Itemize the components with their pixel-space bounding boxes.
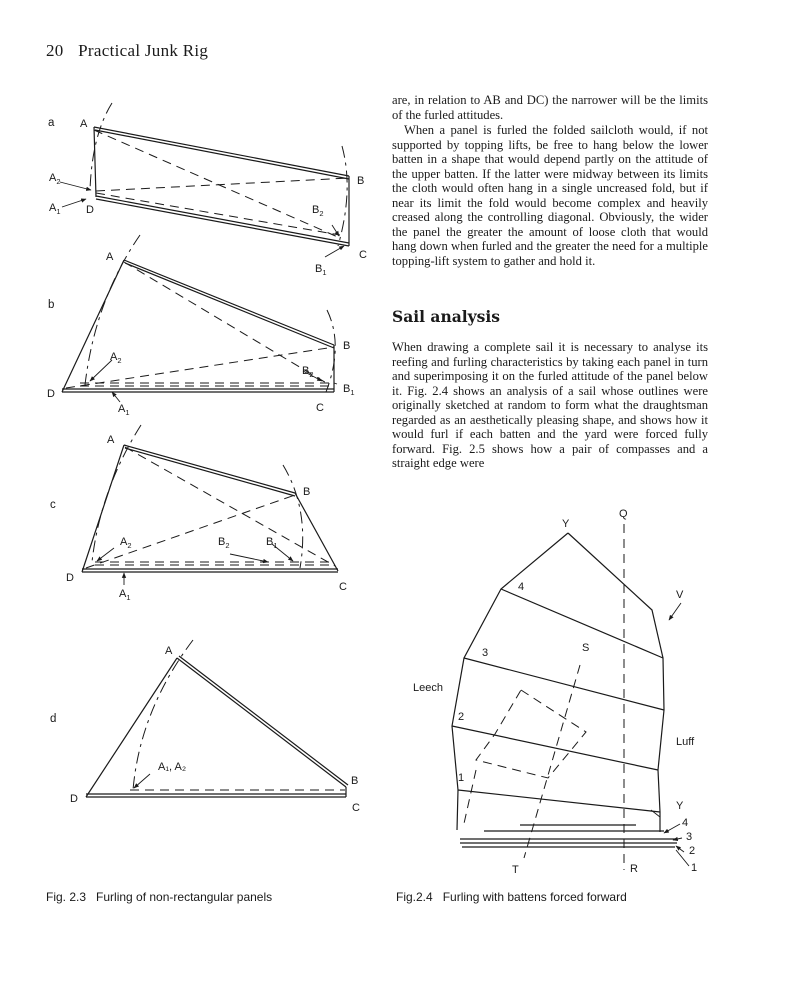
sail-luff-edge [568, 533, 664, 832]
panel-letter-d: d [50, 713, 57, 725]
figure-2-4-caption [396, 890, 627, 904]
label-b2: $B_2$ [302, 365, 314, 379]
paragraph-continued: are, in relation to AB and DC) the narrower will be the limits of the furled attitudes. [392, 93, 708, 122]
label-b1: $B_1$ [266, 536, 278, 550]
label-a1: $A_1$ [119, 588, 131, 602]
label-a1-a2: A₁, A₂ [158, 761, 187, 773]
label-a2: $A_2$ [120, 536, 132, 550]
label-b: B [343, 340, 351, 352]
label-d: D [47, 388, 55, 400]
caption-text: Furling of non-rectangular panels [96, 890, 273, 904]
label-v: V [676, 589, 684, 601]
label-s: S [582, 642, 590, 654]
panel-letter-a: a [48, 117, 55, 129]
furled-panel-construction [476, 690, 586, 778]
label-y-top: Y [562, 518, 570, 530]
batten-number-4: 4 [518, 581, 525, 593]
label-b: B [357, 175, 365, 187]
label-leech: Leech [413, 682, 443, 694]
section-heading: Sail analysis [392, 307, 501, 326]
label-d: D [70, 793, 78, 805]
label-b: B [351, 775, 359, 787]
label-t: T [512, 864, 519, 876]
label-q: Q [619, 508, 628, 520]
furled-number-2: 2 [689, 845, 696, 857]
line-st [524, 665, 580, 858]
page-number: 20 [46, 41, 64, 60]
batten-number-3: 3 [482, 647, 489, 659]
batten-1 [458, 790, 660, 812]
label-b1: $B_1$ [315, 263, 327, 277]
caption-number: Fig. 2.3 [46, 890, 87, 904]
batten-2 [452, 726, 658, 770]
label-a2: $A_2$ [110, 351, 122, 365]
furled-number-3: 3 [686, 831, 693, 843]
label-r: R [630, 863, 638, 875]
label-y-bottom: Y [676, 800, 684, 812]
batten-number-2: 2 [458, 711, 465, 723]
caption-number: Fig.2.4 [396, 890, 433, 904]
panel-letter-b: b [48, 299, 55, 311]
caption-text: Furling with battens forced forward [442, 890, 627, 904]
label-d: D [66, 572, 74, 584]
paragraph-furled-panel: When a panel is furled the folded sailcloth would, if not supported by topping lifts, be free to hang below the lower batten in a shape that would depend partly on the attitude of the upper batten. If the latter were midway between its limits the cloth would often hang in a single uncreased fold, but if near its limit the fold would become complex and heavily creased along the controlling diagonal. Obviously, the wider the panel the greater the amount of loose cloth that would hang down when furled and the greater the need for a multiple topping-lift system to gather and hold it. [392, 123, 708, 268]
label-luff: Luff [676, 736, 695, 748]
furled-number-1: 1 [691, 862, 698, 874]
panel-letter-c: c [50, 499, 56, 511]
label-b: B [303, 486, 311, 498]
label-a: A [80, 118, 88, 130]
label-c: C [352, 802, 360, 814]
label-d: D [86, 204, 94, 216]
sail-leech-edge [452, 533, 568, 830]
running-title: Practical Junk Rig [78, 41, 209, 60]
furled-number-4: 4 [682, 817, 689, 829]
label-a1: $A_1$ [49, 202, 61, 216]
batten-number-1: 1 [458, 772, 465, 784]
label-b2: $B_2$ [218, 536, 230, 550]
label-c: C [359, 249, 367, 261]
label-c: C [339, 581, 347, 593]
label-b2: $B_2$ [312, 204, 324, 218]
label-b1: $B_1$ [343, 383, 355, 397]
label-a2: $A_2$ [49, 172, 61, 186]
label-a1: $A_1$ [118, 403, 130, 417]
paragraph-sail-analysis: When drawing a complete sail it is necessary to analyse its reefing and furling characteristics by taking each panel in turn and superimposing it on the furled attitude of the panel below it. Fig. 2.4 shows an analysis of a sail whose outlines were originally sketched at random to form what the draughtsman regarded as an aesthetically pleasing shape, and shows how it would furl if each batten and the yard were forced fully forward. Fig. 2.5 shows how a pair of compasses and a straight edge were [392, 340, 708, 471]
batten-3 [464, 658, 664, 710]
figure-2-3-caption [46, 890, 272, 904]
label-a: A [165, 645, 173, 657]
label-a: A [106, 251, 114, 263]
label-c: C [316, 402, 324, 414]
label-a: A [107, 434, 115, 446]
